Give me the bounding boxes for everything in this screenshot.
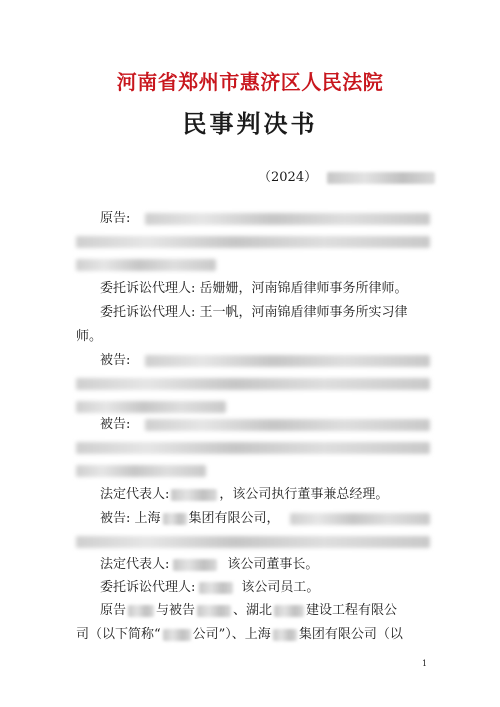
redacted-name [197, 605, 231, 617]
defendant3-line [100, 510, 280, 528]
redacted-plaintiff-info [145, 213, 430, 225]
document-type-title: 民事判决书 [182, 109, 318, 138]
redacted-defendant1-info [76, 378, 430, 390]
redacted-defendant3-info [290, 513, 430, 525]
case-number-prefix: （2024） [258, 170, 318, 185]
body-text: 集团有限公司（以 [298, 627, 403, 642]
redacted-name [128, 605, 154, 617]
redacted-plaintiff-info [76, 259, 216, 271]
legal-rep-title: ，该公司执行董事兼总经理。 [219, 487, 389, 502]
redacted-defendant3-info [76, 536, 430, 548]
body-text: 原告 [100, 603, 127, 618]
legal-representative-line [100, 486, 388, 504]
body-line-2 [76, 626, 403, 644]
legal-rep-label: 法定代表人: [100, 487, 170, 502]
redacted-defendant2-info [76, 465, 206, 477]
agent-line-3 [100, 579, 319, 597]
case-number [258, 166, 435, 185]
defendant3-prefix: 被告: 上海 [100, 511, 161, 526]
redacted-defendant2-info [145, 419, 430, 431]
plaintiff-line [100, 210, 130, 228]
redacted-name [199, 582, 233, 594]
defendant1-label: 被告: [100, 353, 131, 368]
page-number: 1 [422, 659, 428, 668]
redacted-name [273, 629, 297, 641]
defendant3-company: 集团有限公司， [188, 511, 280, 526]
redacted-plaintiff-info [76, 236, 430, 248]
agent-line-2-continued: 师。 [76, 329, 103, 344]
body-text: 公司”）、上海 [192, 627, 271, 642]
redacted-defendant1-info [145, 355, 430, 367]
plaintiff-label: 原告: [100, 211, 131, 226]
redacted-company-name [163, 513, 187, 525]
body-text: 建设工程有限公 [306, 603, 398, 618]
agent-line-2: 委托诉讼代理人: 王一帆，河南锦盾律师事务所实习律 [100, 305, 408, 320]
redacted-defendant1-info [76, 401, 226, 413]
redacted-name [274, 605, 304, 617]
redacted-case-number [327, 172, 435, 184]
body-text: 、湖北 [233, 603, 273, 618]
court-name: 河南省郑州市惠济区人民法院 [116, 70, 384, 94]
body-line-1 [100, 602, 397, 620]
agent3-title: 该公司员工。 [241, 580, 320, 595]
defendant2-label: 被告: [100, 417, 131, 432]
redacted-defendant2-info [76, 442, 430, 454]
agent-line-1: 委托诉讼代理人: 岳姗姗，河南锦盾律师事务所律师。 [100, 281, 408, 296]
legal-representative-line-2 [100, 556, 318, 574]
agent3-label: 委托诉讼代理人: [100, 580, 196, 595]
body-text: 司（以下简称“ [76, 627, 161, 642]
redacted-name [173, 559, 217, 571]
redacted-name [163, 629, 191, 641]
legal-rep-label-2: 法定代表人: [100, 557, 170, 572]
legal-rep-title-2: 该公司董事长。 [227, 557, 319, 572]
redacted-name [171, 489, 217, 501]
body-text: 与被告 [156, 603, 196, 618]
